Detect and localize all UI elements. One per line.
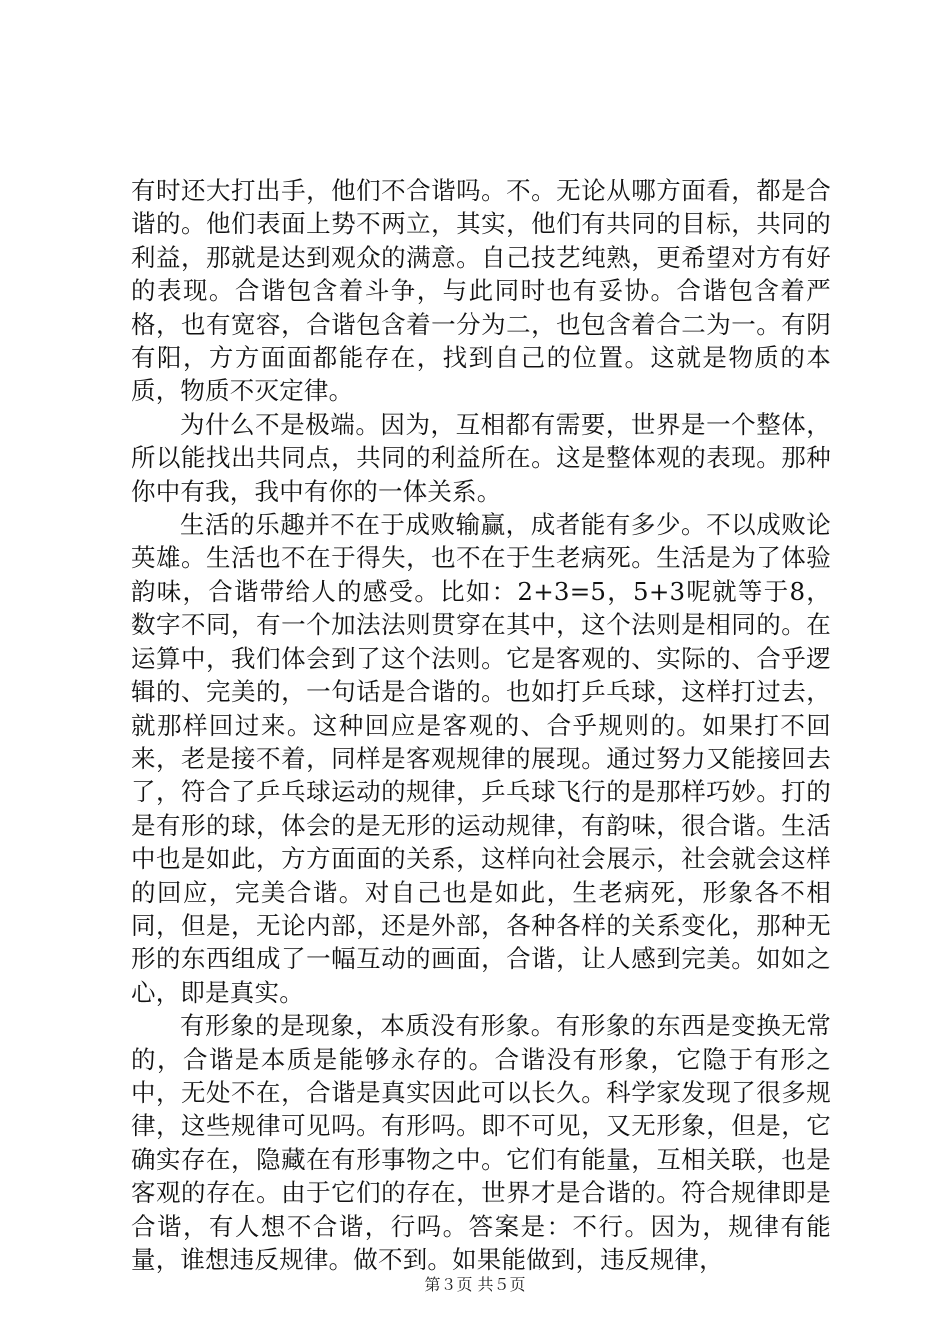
paragraph-1: 有时还大打出手，他们不合谐吗。不。无论从哪方面看，都是合谐的。他们表面上势不两立，其实，他们有共同的目标，共同的利益，那就是达到观众的满意。自己技艺纯熟，更希望对方有好的表现。合谐包含着斗争，与此同时也有妥协。合谐包含着严格，也有宽容，合谐包含着一分为二，也包含着合二为一。有阴有阳，方方面面都能存在，找到自己的位置。这就是物质的本质，物质不灭定律。 <box>131 176 831 406</box>
paragraph-3: 生活的乐趣并不在于成败输赢，成者能有多少。不以成败论英雄。生活也不在于得失，也不在于生老病死。生活是为了体验韵味，合谐带给人的感受。比如：2+3=5，5+3呢就等于8，数字不同，有一个加法法则贯穿在其中，这个法则是相同的。在运算中，我们体会到了这个法则。它是客观的、实际的、合乎逻辑的、完美的，一句话是合谐的。也如打乒乓球，这样打过去，就那样回过来。这种回应是客观的、合乎规则的。如果打不回来，老是接不着，同样是客观规律的展现。通过努力又能接回去了，符合了乒乓球运动的规律，乒乓球飞行的是那样巧妙。打的是有形的球，体会的是无形的运动规律，有韵味，很合谐。生活中也是如此，方方面面的关系，这样向社会展示，社会就会这样的回应，完美合谐。对自己也是如此，生老病死，形象各不相同，但是，无论内部，还是外部，各种各样的关系变化，那种无形的东西组成了一幅互动的画面，合谐，让人感到完美。如如之心，即是真实。 <box>131 510 831 1007</box>
paragraph-4: 有形象的是现象，本质没有形象。有形象的东西是变换无常的，合谐是本质是能够永存的。合谐没有形象，它隐于有形之中，无处不在，合谐是真实因此可以长久。科学家发现了很多规律，这些规律可见吗。有形吗。即不可见，又无形象，但是，它确实存在，隐藏在有形事物之中。它们有能量，互相关联，也是客观的存在。由于它们的存在，世界才是合谐的。符合规律即是合谐，有人想不合谐，行吗。答案是：不行。因为，规律有能量，谁想违反规律。做不到。如果能做到，违反规律， <box>131 1011 831 1274</box>
paragraph-2: 为什么不是极端。因为，互相都有需要，世界是一个整体，所以能找出共同点，共同的利益所在。这是整体观的表现。那种你中有我，我中有你的一体关系。 <box>131 409 831 506</box>
body-text <box>131 174 831 1276</box>
page-number-footer: 第３页 共５页 <box>424 1275 526 1294</box>
